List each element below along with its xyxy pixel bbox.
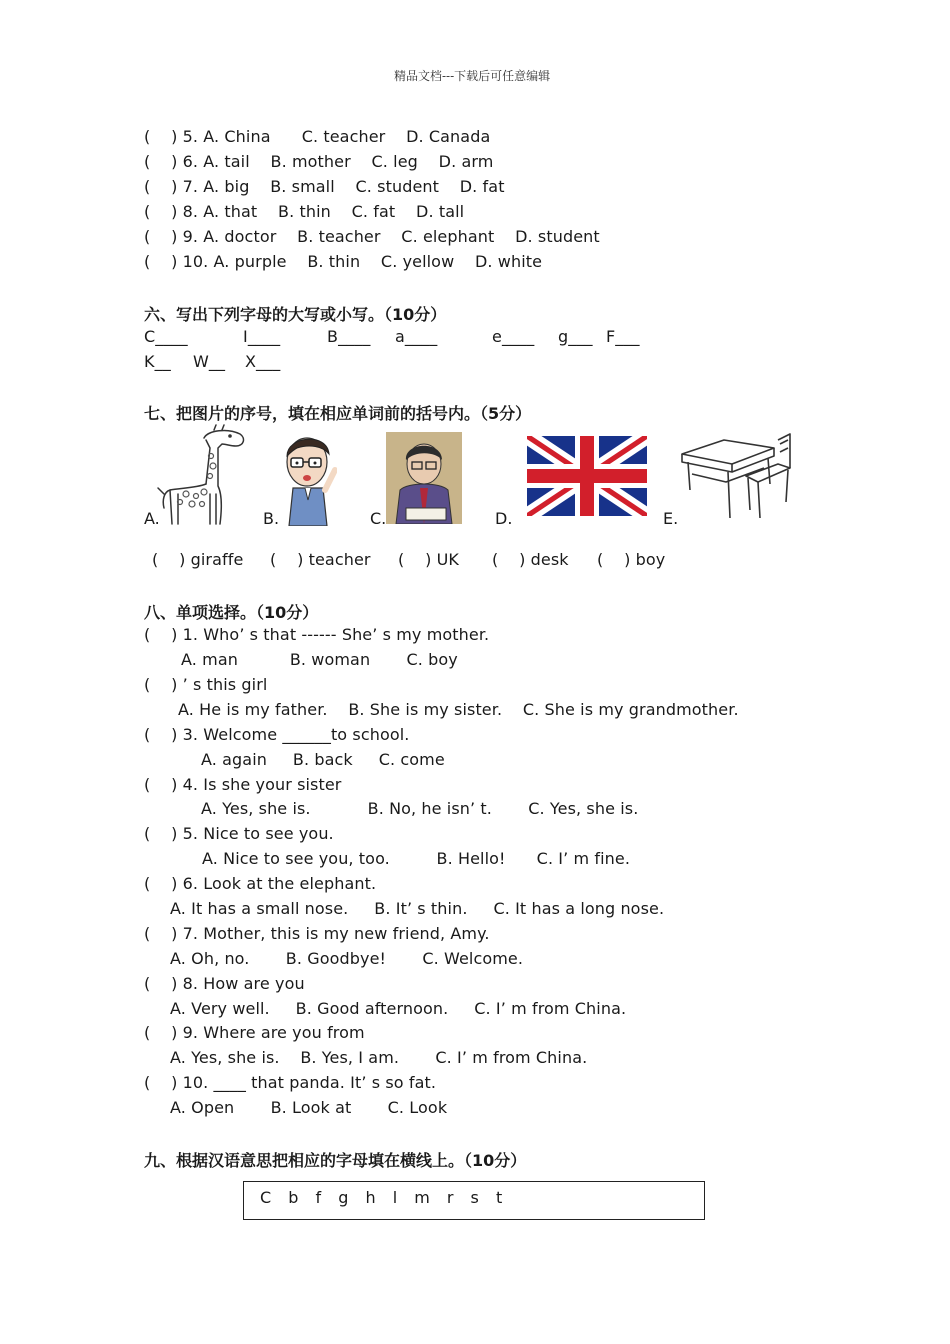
word-uk: ( ) UK [398, 550, 460, 569]
question-10: ( ) 10. A. purple B. thin C. yellow D. white [144, 252, 543, 271]
mc-options-6: A. It has a small nose. B. It’ s thin. C. It has a long nose. [170, 899, 665, 918]
mc-question-6: ( ) 6. Look at the elephant. [144, 874, 377, 893]
mc-options-4: A. Yes, she is. B. No, he isn’ t. C. Yes, she is. [201, 799, 639, 818]
section-9-title: 九、根据汉语意思把相应的字母填在横线上。（10分） [144, 1151, 527, 1170]
mc-options-5: A. Nice to see you, too. B. Hello! C. I’ m fine. [202, 849, 631, 868]
mc-options-9: A. Yes, she is. B. Yes, I am. C. I’ m from China. [170, 1048, 588, 1067]
mc-question-10: ( ) 10. ____ that panda. It’ s so fat. [144, 1073, 437, 1092]
letter-blank: I____ [243, 327, 281, 346]
mc-question-2: ( ) ’ s this girl [144, 675, 268, 694]
picture-label-d: D. [495, 509, 513, 528]
picture-label-b: B. [263, 509, 280, 528]
desk-icon [678, 432, 794, 524]
section-6-title: 六、写出下列字母的大写或小写。（10分） [144, 305, 447, 324]
uk-flag-icon [527, 436, 647, 516]
question-9: ( ) 9. A. doctor B. teacher C. elephant D. student [144, 227, 600, 246]
picture-label-a: A. [144, 509, 160, 528]
mc-question-9: ( ) 9. Where are you from [144, 1023, 365, 1042]
mc-question-4: ( ) 4. Is she your sister [144, 775, 342, 794]
letter-blank: e____ [492, 327, 535, 346]
boy-icon [279, 430, 337, 526]
mc-question-5: ( ) 5. Nice to see you. [144, 824, 334, 843]
word-desk: ( ) desk [492, 550, 569, 569]
giraffe-icon [156, 424, 248, 526]
letter-box-letters: C b f g h l m r s t [260, 1188, 509, 1207]
section-7-title: 七、把图片的序号，填在相应单词前的括号内。（5分） [144, 404, 532, 423]
letter-blank: a____ [395, 327, 438, 346]
mc-question-7: ( ) 7. Mother, this is my new friend, Amy. [144, 924, 490, 943]
mc-options-8: A. Very well. B. Good afternoon. C. I’ m from China. [170, 999, 627, 1018]
question-8: ( ) 8. A. that B. thin C. fat D. tall [144, 202, 465, 221]
question-6: ( ) 6. A. tail B. mother C. leg D. arm [144, 152, 494, 171]
question-7: ( ) 7. A. big B. small C. student D. fat [144, 177, 505, 196]
mc-options-2: A. He is my father. B. She is my sister. C. She is my grandmother. [178, 700, 739, 719]
letter-box [243, 1181, 705, 1220]
letter-blank: X___ [245, 352, 281, 371]
mc-options-7: A. Oh, no. B. Goodbye! C. Welcome. [170, 949, 524, 968]
letter-blank: g___ [558, 327, 593, 346]
letter-blank: K__ [144, 352, 171, 371]
word-teacher: ( ) teacher [270, 550, 371, 569]
mc-options-3: A. again B. back C. come [201, 750, 445, 769]
mc-question-3: ( ) 3. Welcome ______to school. [144, 725, 410, 744]
section-8-title: 八、单项选择。（10分） [144, 603, 319, 622]
letter-blank: B____ [327, 327, 371, 346]
word-boy: ( ) boy [597, 550, 666, 569]
letter-blank: F___ [606, 327, 640, 346]
letter-blank: W__ [193, 352, 226, 371]
page-header: 精品文档---下载后可任意编辑 [394, 69, 551, 83]
word-giraffe: ( ) giraffe [152, 550, 244, 569]
question-5: ( ) 5. A. China C. teacher D. Canada [144, 127, 491, 146]
mc-question-8: ( ) 8. How are you [144, 974, 305, 993]
mc-options-1: A. man B. woman C. boy [181, 650, 458, 669]
letter-blank: C____ [144, 327, 188, 346]
mc-options-10: A. Open B. Look at C. Look [170, 1098, 448, 1117]
picture-label-e: E. [663, 509, 679, 528]
teacher-icon [386, 432, 462, 524]
mc-question-1: ( ) 1. Who’ s that ------ She’ s my mother. [144, 625, 490, 644]
picture-label-c: C. [370, 509, 387, 528]
